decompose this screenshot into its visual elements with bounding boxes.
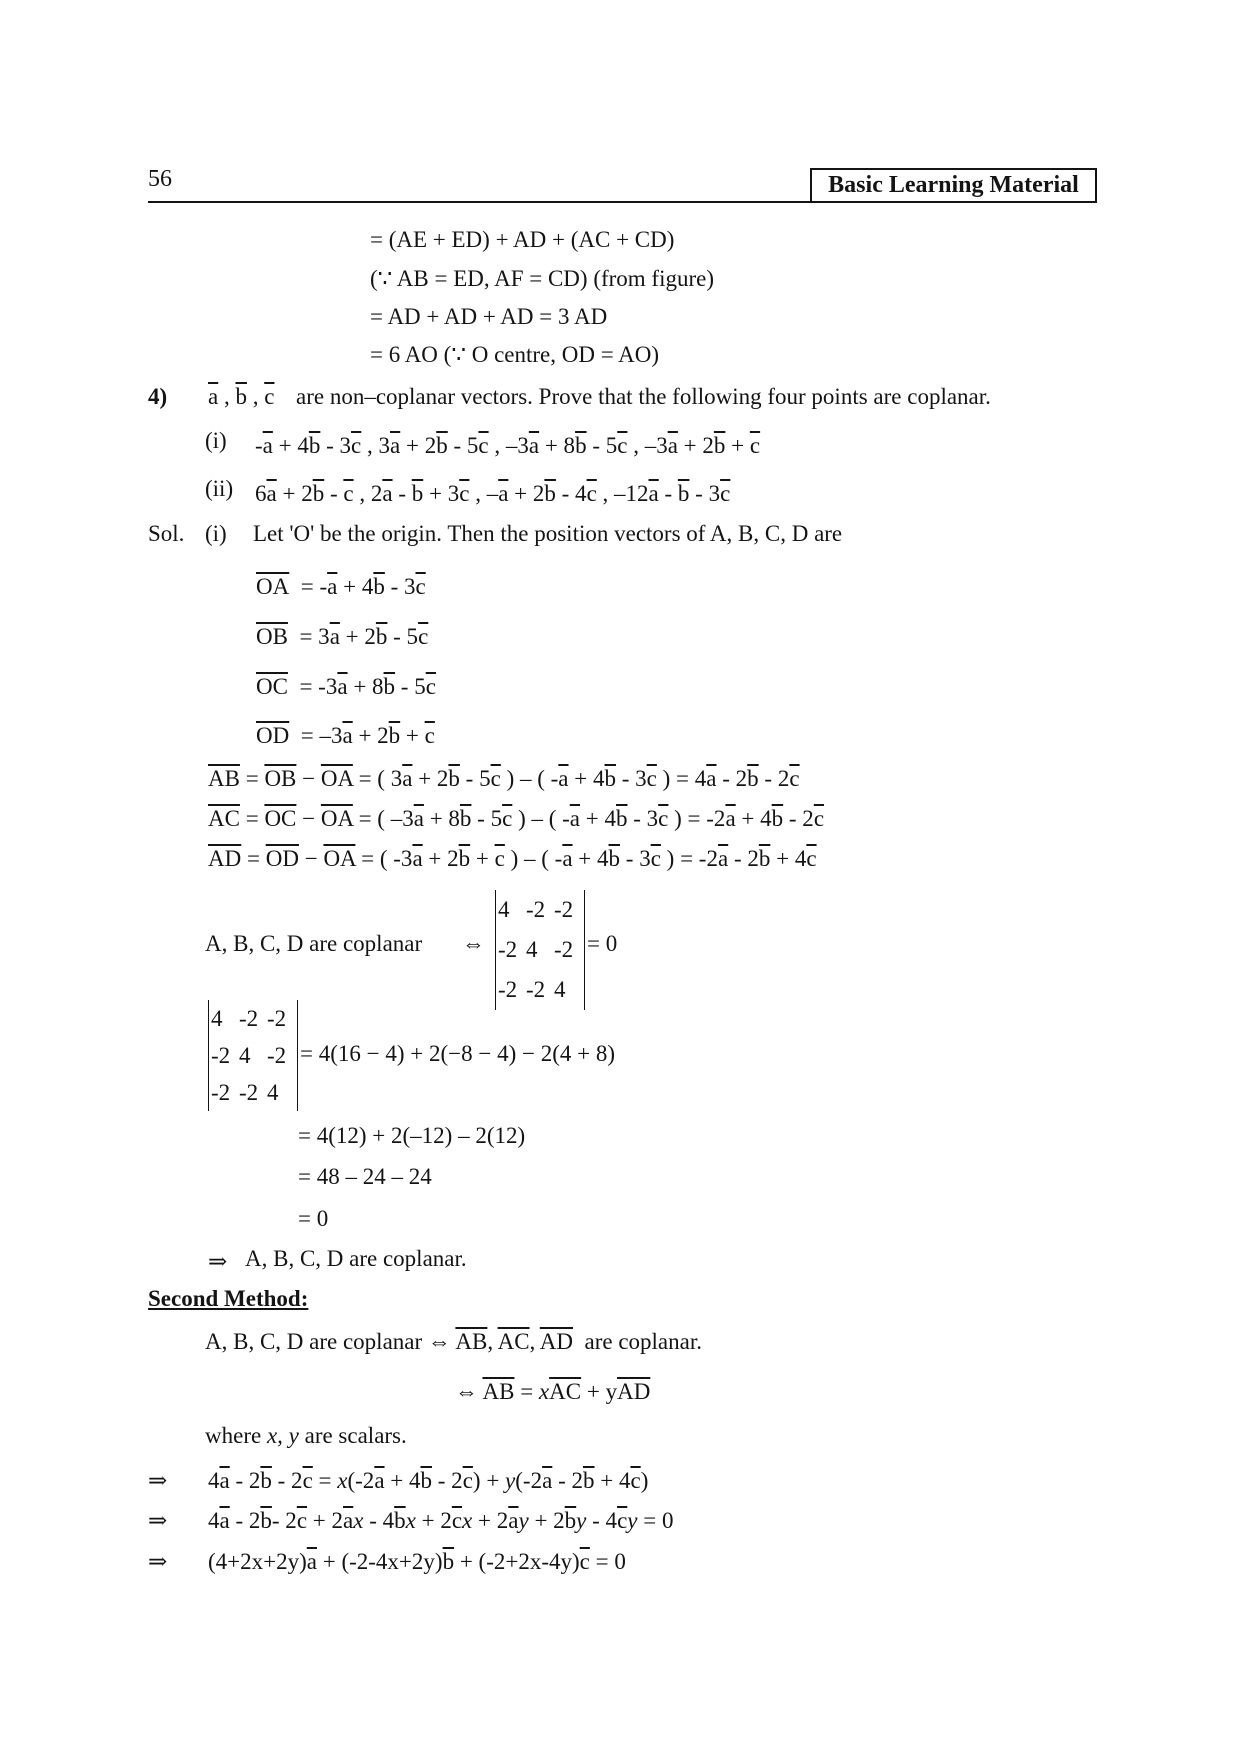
second-method-step-3: $(4+2x+2y)\overline{a} + (-2-4x+2y)\overline{b} + (-2+2x-4y)\overline{c} = 0$: [208, 1549, 626, 1574]
evaluation-step-1: = 4(12) + 2(–12) – 2(12): [298, 1123, 526, 1148]
implies-1: ⇒: [148, 1468, 168, 1493]
part-ii-points: $6\overline{a} + 2\overline{b} - \overline{c}$ , $2\overline{a} - \overline{b} + 3\overline{c}$ , $-\overline{a} + 2\overline{b} - 4\overline{c}$ , $-12\overline{a} - \overline{b} - 3\overline{c}$: [255, 481, 731, 506]
second-method-line-2: ⇔ $\overline{AB} = x\overline{AC} + y\overline{AD}$: [455, 1379, 651, 1404]
solution-part-label: (i): [205, 521, 227, 546]
part-i-label: (i): [205, 428, 227, 453]
implies-3: ⇒: [148, 1549, 168, 1574]
second-method-step-2: $4\overline{a} - 2\overline{b}-$ $2\overline{c} + 2\overline{a}x - 4\overline{b}x + 2\overline{c}x + 2\overline{a}y + 2\overline{b}y - 4\overline{c}y = 0$: [208, 1508, 674, 1533]
vector-ad-equation: $\overline{AD} = \overline{OD} - \overline{OA}$ = ( $-3\overline{a} + 2\overline{b} + \overline{c}$ ) – ( $-\overline{a} + 4\overline{b} - 3\overline{c}$ ) = $-2\overline{a} - 2\overline{b} + 4\overline{c}$: [208, 846, 817, 871]
position-vector-oa: $\overline{OA} = -\overline{a} + 4\overline{b} - 3\overline{c}$: [256, 574, 426, 599]
running-header-title: Basic Learning Material: [810, 168, 1097, 203]
second-method-step-1: $4\overline{a} - 2\overline{b} - 2\overline{c} = x(-2\overline{a} + 4\overline{b} - 2\overline{c}) + y(-2\overline{a} - 2\overline{b} + 4\overline{c})$: [208, 1468, 649, 1493]
position-vector-oc: $\overline{OC} = -3\overline{a} + 8\overline{b} - 5\overline{c}$: [256, 674, 436, 699]
continuation-line-3: = AD + AD + AD = 3 AD: [370, 304, 608, 329]
problem-number: 4): [148, 384, 168, 409]
continuation-line-4: = 6 AO (∵ O centre, OD = AO): [370, 342, 660, 367]
vector-ab-equation: $\overline{AB} = \overline{OB} - \overline{OA}$ = ( $3\overline{a} + 2\overline{b} - 5\overline{c}$ ) – ( $-\overline{a} + 4\overline{b} - 3\overline{c}$ ) = $4\overline{a} - 2\overline{b} - 2\overline{c}$: [208, 766, 800, 791]
implies-2: ⇒: [148, 1508, 168, 1533]
continuation-line-1: = (AE + ED) + AD + (AC + CD): [370, 227, 675, 252]
position-vector-ob: $\overline{OB} = 3\overline{a} + 2\overline{b} - 5\overline{c}$: [256, 624, 429, 649]
equals-zero: = 0: [587, 931, 618, 956]
second-method-line-1: A, B, C, D are coplanar ⇔ $\overline{AB}$, $\overline{AC}$, $\overline{AD}$ are coplanar.: [205, 1329, 702, 1354]
solution-intro: Let 'O' be the origin. Then the position vectors of A, B, C, D are: [253, 521, 843, 546]
conclusion: A, B, C, D are coplanar.: [245, 1246, 467, 1271]
evaluation-step-2: = 48 – 24 – 24: [298, 1164, 432, 1189]
part-ii-label: (ii): [205, 476, 234, 501]
position-vector-od: $\overline{OD} = -3\overline{a} + 2\overline{b} + \overline{c}$: [256, 723, 435, 748]
evaluation-step-3: = 0: [298, 1206, 329, 1231]
coplanar-condition: A, B, C, D are coplanar: [205, 931, 423, 956]
vector-ac-equation: $\overline{AC} = \overline{OC} - \overline{OA}$ = ( $-3\overline{a} + 8\overline{b} - 5\overline{c}$ ) – ( $-\overline{a} + 4\overline{b} - 3\overline{c}$ ) = $-2\overline{a} + 4\overline{b} - 2\overline{c}$: [208, 806, 825, 831]
solution-label: Sol.: [148, 521, 185, 546]
continuation-line-2: (∵ AB = ED, AF = CD) (from figure): [370, 266, 715, 291]
evaluated-determinant: 4 -2 -2 -2 4 -2 -2 -2 4: [208, 1000, 298, 1111]
header-rule: [148, 201, 1092, 203]
problem-statement: are non–coplanar vectors. Prove that the following four points are coplanar.: [296, 384, 991, 409]
coplanarity-determinant: 4 -2 -2 -2 4 -2 -2 -2 4: [495, 890, 585, 1010]
second-method-where: where x, y are scalars.: [205, 1423, 407, 1448]
iff-symbol: ⇔: [462, 931, 485, 956]
second-method-heading: Second Method:: [148, 1286, 309, 1311]
part-i-points: $-\overline{a} + 4\overline{b} - 3\overline{c}$ , $3\overline{a} + 2\overline{b} - 5\overline{c}$ , $-3\overline{a} + 8\overline{b} - 5\overline{c}$ , $-3\overline{a} + 2\overline{b} + \overline{c}$: [255, 433, 761, 458]
problem-vectors: $\overline{a}$ , $\overline{b}$ , $\overline{c}$: [208, 384, 275, 409]
determinant-expansion: = 4(16 − 4) + 2(−8 − 4) − 2(4 + 8): [300, 1041, 616, 1066]
implies-symbol: ⇒: [208, 1249, 228, 1274]
page-number: 56: [148, 166, 172, 192]
